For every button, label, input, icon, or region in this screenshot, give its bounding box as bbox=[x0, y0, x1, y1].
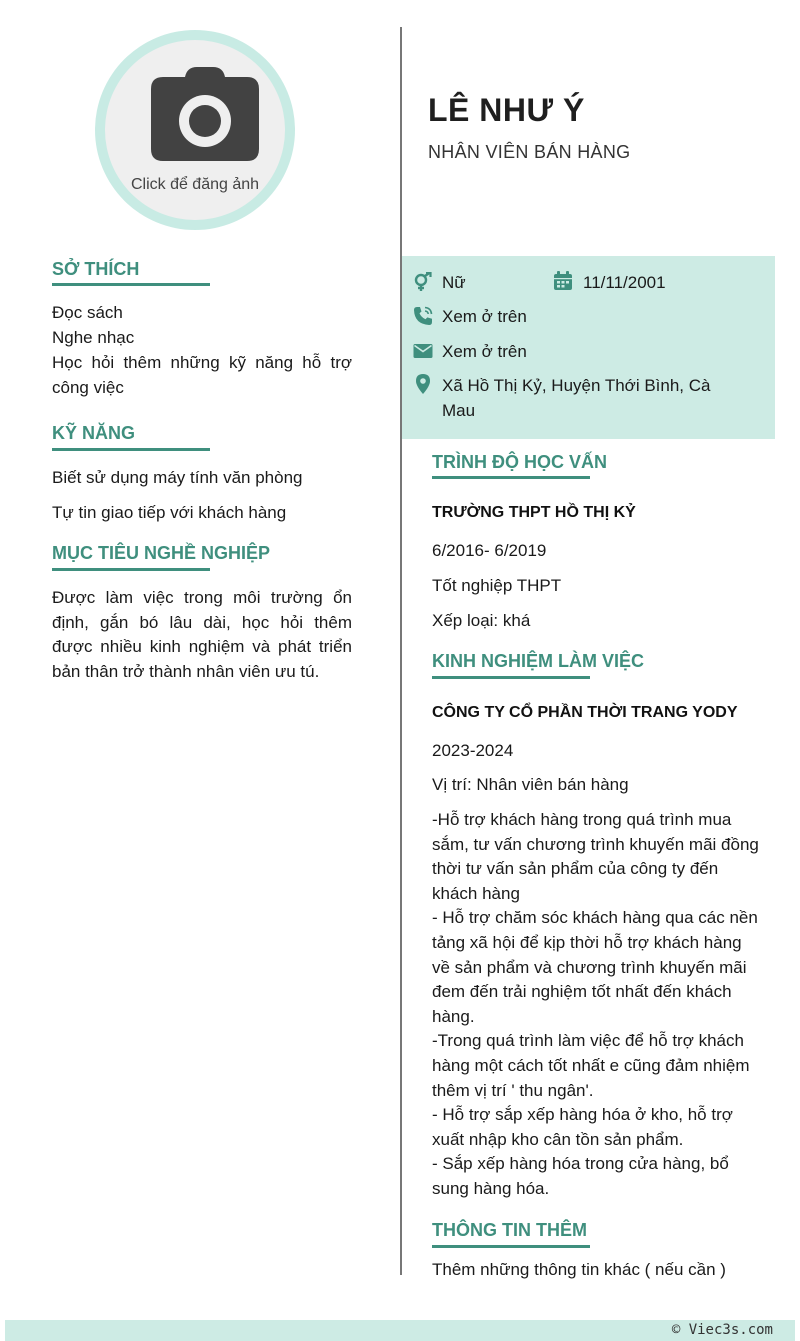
hobby-item: Đọc sách bbox=[52, 303, 123, 322]
job-title: NHÂN VIÊN BÁN HÀNG bbox=[428, 142, 631, 162]
gender-value: Nữ bbox=[442, 273, 466, 292]
duty-item: -Trong quá trình làm việc để hỗ trợ khách hàng một cách tốt nhất e cũng đảm nhiệm thêm vị trí ' thu ngân'. bbox=[432, 1031, 750, 1100]
email-icon bbox=[413, 341, 433, 361]
experience-title: KINH NGHIỆM LÀM VIỆC bbox=[432, 651, 645, 671]
experience-period: 2023-2024 bbox=[432, 741, 514, 760]
skill-item: Tự tin giao tiếp với khách hàng bbox=[52, 503, 287, 522]
gender-icon bbox=[413, 272, 433, 292]
experience-duties bbox=[432, 808, 762, 1202]
avatar[interactable] bbox=[95, 30, 295, 230]
hobbies-title: SỞ THÍCH bbox=[52, 259, 140, 279]
contact-box bbox=[402, 256, 775, 439]
additional-title: THÔNG TIN THÊM bbox=[432, 1220, 587, 1240]
experience-underline bbox=[432, 676, 590, 679]
duty-item: - Hỗ trợ sắp xếp hàng hóa ở kho, hỗ trợ xuất nhập kho cân tồn sản phẩm. bbox=[432, 1105, 733, 1149]
duty-item: -Hỗ trợ khách hàng trong quá trình mua sắm, tư vấn chương trình khuyến mãi đồng thời tư vấn sản phẩm của công ty đến khách hàng bbox=[432, 810, 759, 903]
education-degree: Tốt nghiệp THPT bbox=[432, 576, 562, 595]
email-value: Xem ở trên bbox=[442, 342, 527, 361]
education-rank: Xếp loại: khá bbox=[432, 611, 531, 630]
education-period: 6/2016- 6/2019 bbox=[432, 541, 547, 560]
experience-position: Vị trí: Nhân viên bán hàng bbox=[432, 775, 629, 794]
address-value bbox=[442, 373, 762, 423]
skills-underline bbox=[52, 448, 210, 451]
objective-text: Được làm việc trong môi trường ổn định, gắn bó lâu dài, học hỏi thêm được nhiều kinh nghiệm và phát triển bản thân trở thành nhân viên ưu tú. bbox=[52, 588, 352, 681]
company-name: CÔNG TY CỔ PHẦN THỜI TRANG YODY bbox=[432, 704, 738, 721]
column-divider bbox=[400, 27, 402, 1275]
additional-text: Thêm những thông tin khác ( nếu cần ) bbox=[432, 1260, 726, 1279]
address-line: Mau bbox=[442, 401, 476, 420]
camera-icon bbox=[151, 67, 259, 161]
location-icon bbox=[413, 374, 433, 394]
education-title: TRÌNH ĐỘ HỌC VẤN bbox=[432, 452, 607, 472]
hobbies-underline bbox=[52, 283, 210, 286]
school-name: TRƯỜNG THPT HỒ THỊ KỶ bbox=[432, 504, 636, 521]
phone-value: Xem ở trên bbox=[442, 307, 527, 326]
hobby-item: Nghe nhạc bbox=[52, 328, 135, 347]
objective-underline bbox=[52, 568, 210, 571]
phone-icon bbox=[413, 306, 433, 326]
duty-item: - Hỗ trợ chăm sóc khách hàng qua các nền tảng xã hội để kịp thời hỗ trợ khách hàng về sản phẩm và chương trình khuyến mãi đem đến trải nghiệm tốt nhất đến khách hàng. bbox=[432, 908, 758, 1026]
objective-title: MỤC TIÊU NGHỀ NGHIỆP bbox=[52, 543, 271, 563]
hobby-item: Học hỏi thêm những kỹ năng hỗ trợ công việc bbox=[52, 353, 352, 397]
candidate-name: LÊ NHƯ Ý bbox=[428, 92, 585, 128]
footer-copyright[interactable]: © Viec3s.com bbox=[671, 1322, 773, 1338]
address-line: Xã Hồ Thị Kỷ, Huyện Thới Bình, Cà bbox=[442, 376, 711, 395]
footer-bar bbox=[5, 1320, 795, 1341]
skill-item: Biết sử dụng máy tính văn phòng bbox=[52, 468, 303, 487]
education-underline bbox=[432, 476, 590, 479]
skills-title: KỸ NĂNG bbox=[52, 423, 136, 443]
calendar-icon bbox=[553, 271, 573, 291]
birthday-value: 11/11/2001 bbox=[583, 273, 666, 292]
photo-upload-label[interactable]: Click để đăng ảnh bbox=[130, 176, 260, 193]
photo-upload[interactable] bbox=[105, 40, 285, 220]
duty-item: - Sắp xếp hàng hóa trong cửa hàng, bổ sung hàng hóa. bbox=[432, 1154, 729, 1198]
additional-underline bbox=[432, 1245, 590, 1248]
